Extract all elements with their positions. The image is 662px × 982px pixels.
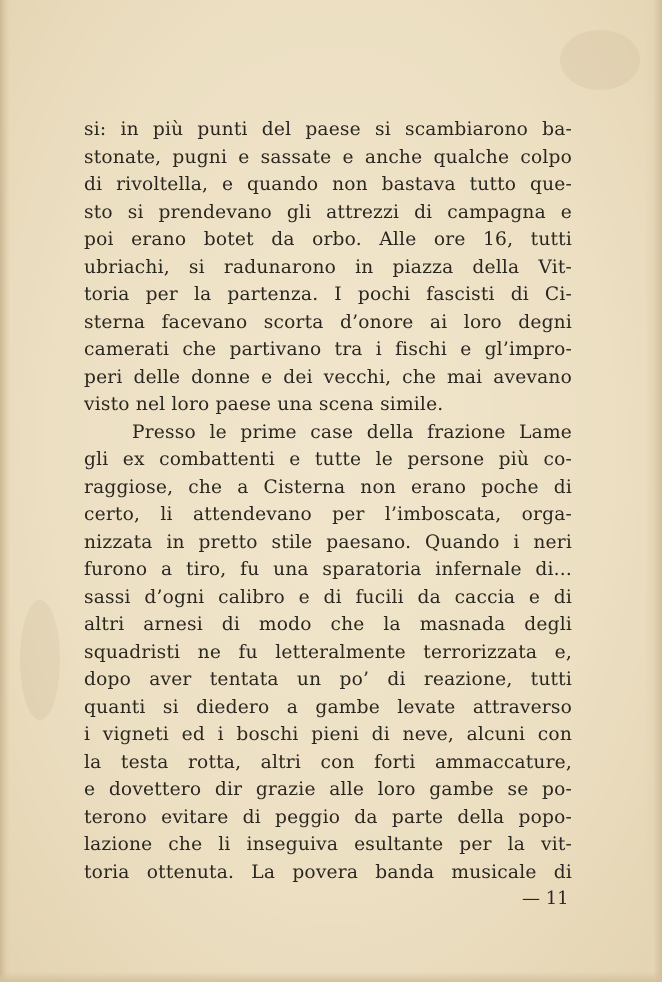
body-text	[84, 116, 572, 886]
text-line: lazione che li inseguiva esultante per la vit-	[84, 834, 572, 855]
text-line: e dovettero dir grazie alle loro gambe se po-	[84, 779, 572, 800]
text-line: ubriachi, si radunarono in piazza della Vit-	[84, 256, 572, 278]
text-line: raggiose, che a Cisterna non erano poche di	[84, 476, 572, 498]
text-line: squadristi ne fu letteralmente terrorizzata e,	[84, 641, 572, 663]
text-line: certo, li attendevano per l’imboscata, orga-	[84, 504, 572, 525]
page-right-edge	[644, 0, 662, 982]
text-line: quanti si diedero a gambe levate attraverso	[84, 696, 572, 718]
text-line: gli ex combattenti e tutte le persone più co-	[84, 449, 572, 470]
text-line: sterna facevano scorta d’onore ai loro degni	[84, 311, 572, 333]
text-line: i vigneti ed i boschi pieni di neve, alcuni con	[84, 724, 572, 745]
text-line: altri arnesi di modo che la masnada degli	[84, 614, 572, 635]
text-line: nizzata in pretto stile paesano. Quando i neri	[84, 531, 572, 553]
text-line: terono evitare di peggio da parte della popo-	[84, 806, 572, 828]
text-line: sassi d’ogni calibro e di fucili da caccia e di	[84, 586, 572, 608]
text-line: poi erano botet da orbo. Alle ore 16, tutti	[84, 229, 572, 250]
text-line: visto nel loro paese una scena simile.	[84, 394, 444, 415]
text-line: dopo aver tentata un po’ di reazione, tutti	[84, 669, 572, 690]
paper-stain	[560, 30, 640, 90]
page-bottom-edge	[0, 972, 662, 982]
text-line: peri delle donne e dei vecchi, che mai avevano	[84, 366, 572, 388]
text-line: toria per la partenza. I pochi fascisti di Ci-	[84, 284, 572, 305]
text-line: di rivoltella, e quando non bastava tutto que-	[84, 174, 572, 195]
text-line: toria ottenuta. La povera banda musicale di	[84, 861, 572, 883]
text-line: furono a tiro, fu una sparatoria infernale di...	[84, 559, 572, 580]
page-left-edge	[0, 0, 10, 982]
paper-stain	[20, 600, 60, 720]
text-line: si: in più punti del paese si scambiarono ba-	[84, 119, 572, 140]
text-line: sto si prendevano gli attrezzi di campagna e	[84, 201, 572, 223]
text-line: stonate, pugni e sassate e anche qualche colpo	[84, 146, 572, 168]
page-number: — 11	[522, 888, 569, 909]
text-line: la testa rotta, altri con forti ammaccature,	[84, 751, 572, 773]
text-line: camerati che partivano tra i fischi e gl’impro-	[84, 339, 572, 360]
text-line: Presso le prime case della frazione Lame	[132, 421, 572, 443]
